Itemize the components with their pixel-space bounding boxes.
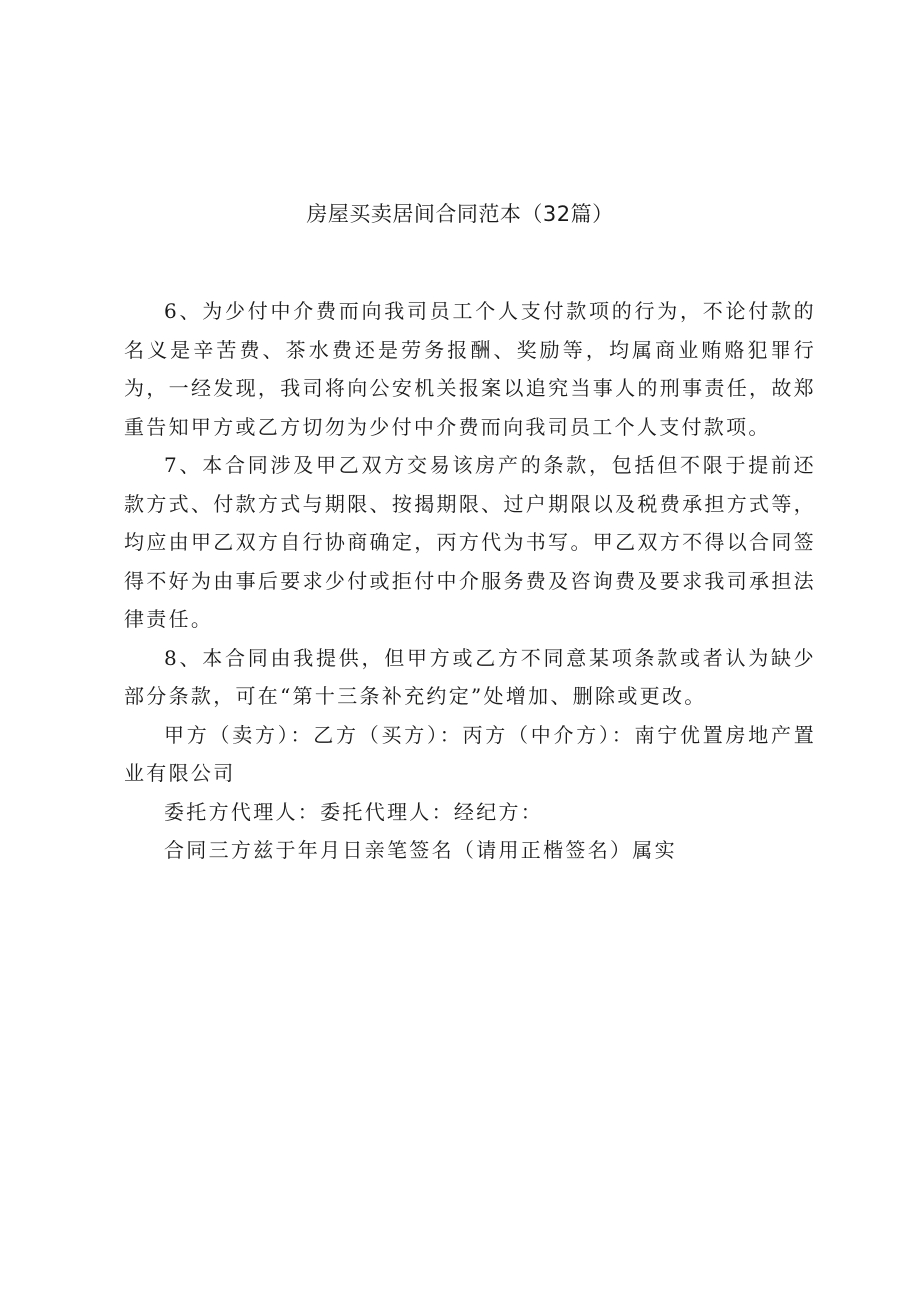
- document-title: 房屋买卖居间合同范本（32篇）: [306, 202, 614, 226]
- paragraph-signature-statement: 合同三方兹于年月日亲笔签名（请用正楷签名）属实: [164, 838, 677, 862]
- paragraph-clause-7: 7、本合同涉及甲乙双方交易该房产的条款，包括但不限于提前还款方式、付款方式与期限、按揭期限、过户期限以及税费承担方式等，均应由甲乙双方自行协商确定，丙方代为书写。甲乙双方不得以合同签得不好为由事后要求少付或拒付中介服务费及咨询费及要求我司承担法律责任。: [124, 453, 816, 631]
- paragraph-agents: 委托方代理人：委托代理人：经纪方：: [164, 799, 544, 824]
- document-body: [124, 292, 816, 870]
- paragraph-clause-8: 8、本合同由我提供，但甲方或乙方不同意某项条款或者认为缺少部分条款，可在“第十三条补充约定”处增加、删除或更改。: [124, 645, 816, 708]
- paragraph-parties: 甲方（卖方）：乙方（买方）：丙方（中介方）：南宁优置房地产置业有限公司: [124, 722, 816, 785]
- paragraph-clause-6: 6、为少付中介费而向我司员工个人支付款项的行为，不论付款的名义是辛苦费、茶水费还是劳务报酬、奖励等，均属商业贿赂犯罪行为，一经发现，我司将向公安机关报案以追究当事人的刑事责任，故郑重告知甲方或乙方切勿为少付中介费而向我司员工个人支付款项。: [124, 299, 816, 439]
